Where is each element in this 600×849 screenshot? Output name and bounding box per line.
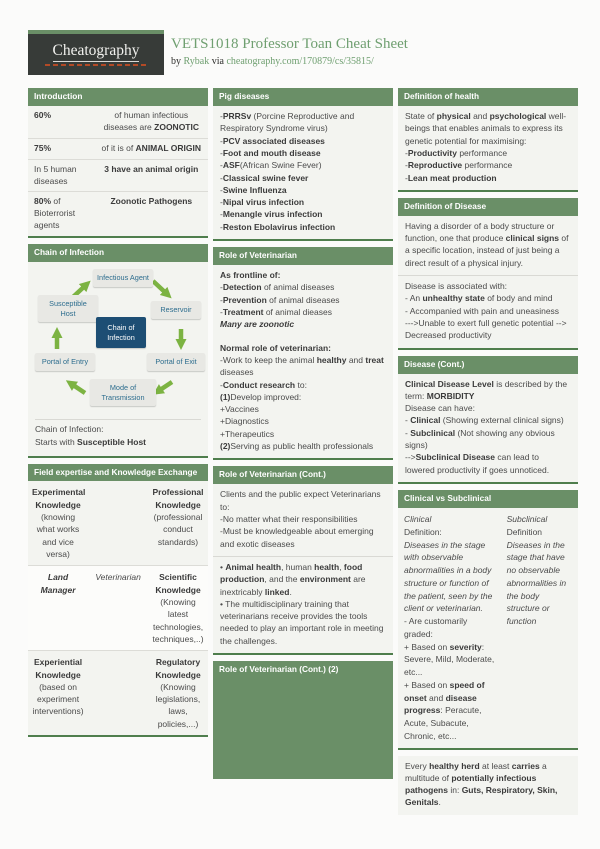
box-pig-diseases bbox=[213, 88, 393, 241]
box-title-clinical-vs-subclinical: Clinical vs Subclinical bbox=[398, 490, 578, 508]
text-line: Definition bbox=[506, 526, 543, 537]
text-line: • The multidisciplinary training that veterinarians receive provides the tools needed to play an important role in meeting the challenges. bbox=[220, 598, 386, 646]
text-line: + Based on speed of onset and disease progress: Peracute, Acute, Subacute, Chronic, etc... bbox=[404, 679, 487, 741]
text-line: - Are customarily graded: bbox=[404, 616, 470, 639]
text-line: +Diagnostics bbox=[220, 416, 269, 427]
box-title-pig-diseases: Pig diseases bbox=[213, 88, 393, 106]
text-line: -->Subclinical Disease can lead to lowered productivity if goes unnoticed. bbox=[405, 452, 550, 475]
box-introduction bbox=[28, 88, 208, 238]
box-clinical-vs-subclinical bbox=[398, 490, 578, 749]
text-line: (2)Serving as public health professionals bbox=[220, 441, 374, 452]
logo-underline-decoration bbox=[45, 64, 147, 66]
text-line: -ASF(African Swine Fever) bbox=[220, 160, 322, 171]
chain-node-center: Chain of Infection bbox=[96, 317, 146, 348]
text-line: -Conduct research to: bbox=[220, 379, 307, 390]
text-line: Many are zoonotic bbox=[220, 319, 295, 330]
table-row bbox=[28, 159, 208, 192]
box-title-definition-of-health: Definition of health bbox=[398, 88, 578, 106]
cheatography-logo[interactable] bbox=[28, 30, 164, 75]
box-title-field-expertise: Field expertise and Knowledge Exchange bbox=[28, 464, 208, 482]
page-title: VETS1018 Professor Toan Cheat Sheet bbox=[171, 36, 408, 52]
definition-of-disease-section-2 bbox=[398, 275, 578, 348]
table-row bbox=[28, 650, 208, 735]
table-cell: Experimental Knowledge (knowing what works and vice versa) bbox=[32, 487, 86, 560]
chain-node-portal-of-exit: Portal of Exit bbox=[147, 353, 205, 370]
text-line: +Vaccines bbox=[220, 404, 259, 415]
text-line: -Productivity performance bbox=[405, 147, 508, 158]
text-line: -Reston Ebolavirus infection bbox=[220, 221, 336, 232]
healthy-herd-text bbox=[398, 756, 578, 815]
box-field-expertise bbox=[28, 464, 208, 738]
table-row bbox=[398, 508, 578, 748]
text-line: +Therapeutics bbox=[220, 428, 275, 439]
text-line: -Prevention of animal diseases bbox=[220, 294, 340, 305]
column-2 bbox=[213, 88, 393, 779]
chain-node-susceptible-host: Susceptible Host bbox=[38, 295, 98, 322]
text-line: -Foot and mouth disease bbox=[220, 147, 321, 158]
table-cell: Zoonotic Pathogens bbox=[110, 196, 193, 207]
table-cell bbox=[88, 651, 148, 735]
box-title-role-of-veterinarian-cont-2: Role of Veterinarian (Cont.) (2) bbox=[213, 661, 393, 679]
text-line: Clinical bbox=[404, 514, 432, 524]
clinical-column bbox=[398, 508, 501, 748]
text-line: Diseases in the stage that have no observable abnormalities in the body structure or function bbox=[506, 539, 569, 626]
clinical-vs-subclinical-table bbox=[398, 508, 578, 748]
table-row bbox=[28, 138, 208, 159]
text-line: -No matter what their responsibilities bbox=[220, 513, 358, 524]
box-title-introduction: Introduction bbox=[28, 88, 208, 106]
text-line: -Reproductive performance bbox=[405, 160, 513, 171]
chain-node-mode-of-transmission: Mode of Transmission bbox=[90, 379, 156, 406]
box-role-of-veterinarian-cont-2 bbox=[213, 661, 393, 779]
text-line: (1)Develop improved: bbox=[220, 391, 302, 402]
byline-via: via bbox=[211, 56, 224, 68]
table-row bbox=[28, 106, 208, 138]
table-row bbox=[28, 191, 208, 236]
byline bbox=[171, 56, 576, 67]
header bbox=[171, 36, 576, 67]
box-healthy-herd-note bbox=[398, 756, 578, 815]
introduction-table bbox=[28, 106, 208, 236]
chain-of-infection-diagram bbox=[35, 269, 201, 417]
text-line: - Accompanied with pain and uneasiness bbox=[405, 305, 560, 316]
table-cell: Experiential Knowledge (based on experiment interventions) bbox=[32, 657, 84, 717]
text-line: -Menangle virus infection bbox=[220, 209, 323, 220]
chain-caption bbox=[35, 419, 201, 450]
text-line: -Work to keep the animal healthy and treat diseases bbox=[220, 354, 387, 378]
table-cell: of it is of ANIMAL ORIGIN bbox=[101, 142, 202, 153]
text-line: -Nipal virus infection bbox=[220, 197, 305, 208]
column-3 bbox=[398, 88, 578, 815]
byline-by: by bbox=[171, 56, 181, 68]
text-line: Every healthy herd at least carries a multitude of potentially infectious pathogens in: Guts, Respiratory, Skin, Genitals. bbox=[405, 760, 560, 808]
box-definition-of-health bbox=[398, 88, 578, 192]
box-chain-of-infection bbox=[28, 244, 208, 457]
disease-cont-text bbox=[398, 374, 578, 483]
table-cell: Scientific Knowledge (Knowing latest technologies, techniques,..) bbox=[152, 572, 204, 644]
text-line: Subclinical bbox=[506, 514, 548, 524]
text-line: Normal role of veterinarian: bbox=[220, 342, 332, 353]
text-line: -PCV associated diseases bbox=[220, 135, 325, 146]
text-line: Having a disorder of a body structure or function, one that produce clinical signs of a specific location, instead of just being a direct result of a physical injury. bbox=[405, 220, 571, 268]
table-row bbox=[28, 565, 208, 650]
table-cell: of human infectious diseases are ZOONOTIC bbox=[103, 109, 199, 132]
table-row bbox=[28, 481, 208, 565]
column-1 bbox=[28, 88, 208, 737]
role-of-veterinarian-text bbox=[213, 265, 393, 458]
text-line: -Swine Influenza bbox=[220, 184, 287, 195]
text-line: -Must be knowledgeable about emerging and exotic diseases bbox=[220, 526, 376, 549]
box-title-role-of-veterinarian-cont: Role of Veterinarian (Cont.) bbox=[213, 466, 393, 484]
text-line: Clients and the public expect Veterinarians to: bbox=[220, 489, 384, 512]
text-line: Starts with Susceptible Host bbox=[35, 436, 147, 447]
chain-arrow bbox=[70, 383, 85, 393]
author-link[interactable]: Rybak bbox=[183, 56, 210, 68]
table-cell: Professional Knowledge (professional conduct standards) bbox=[152, 487, 204, 547]
table-cell: 80% of Bioterrorist agents bbox=[34, 196, 76, 231]
role-cont-section-1 bbox=[213, 484, 393, 556]
text-line: As frontline of: bbox=[220, 270, 281, 281]
box-role-of-veterinarian-cont bbox=[213, 466, 393, 655]
text-line: Disease is associated with: bbox=[405, 281, 508, 292]
box-title-disease-cont: Disease (Cont.) bbox=[398, 356, 578, 374]
subclinical-column bbox=[501, 508, 578, 748]
text-line: Diseases in the stage with observable abnormalities in a body structure or function of the patient, seen by the client or veterinarian. bbox=[404, 539, 495, 614]
definition-of-health-text bbox=[398, 106, 578, 190]
box-role-of-veterinarian bbox=[213, 247, 393, 460]
chain-node-portal-of-entry: Portal of Entry bbox=[35, 353, 95, 370]
definition-of-disease-section-1 bbox=[398, 216, 578, 275]
chain-arrow bbox=[157, 382, 172, 392]
text-line: • Animal health, human health, food production, and the environment are inextricably linked. bbox=[220, 561, 368, 597]
text-line: -Classical swine fever bbox=[220, 172, 309, 183]
box-title-chain-of-infection: Chain of Infection bbox=[28, 244, 208, 262]
text-line: --->Unable to exert full genetic potential --> Decreased productivity bbox=[405, 317, 569, 341]
text-line: - Clinical (Showing external clinical signs) bbox=[405, 415, 564, 426]
text-line: Disease can have: bbox=[405, 403, 475, 414]
table-cell: Veterinarian bbox=[95, 572, 141, 583]
text-line: - An unhealthy state of body and mind bbox=[405, 293, 553, 304]
box-title-definition-of-disease: Definition of Disease bbox=[398, 198, 578, 216]
text-line: -PRRSv (Porcine Reproductive and Respiratory Syndrome virus) bbox=[220, 110, 357, 134]
text-line: -Lean meat production bbox=[405, 172, 497, 183]
field-expertise-table bbox=[28, 481, 208, 735]
chain-node-infectious-agent: Infectious Agent bbox=[93, 269, 153, 286]
table-cell: 3 have an animal origin bbox=[104, 163, 199, 174]
logo-text: Cheatography bbox=[53, 43, 140, 62]
table-cell: 75% bbox=[34, 142, 52, 153]
text-line: -Treatment of animal dieases bbox=[220, 306, 332, 317]
table-cell: In 5 human diseases bbox=[34, 163, 77, 186]
chain-arrow bbox=[153, 281, 168, 295]
table-cell bbox=[88, 481, 148, 565]
sheet-url-link[interactable]: cheatography.com/170879/cs/35815/ bbox=[226, 56, 374, 68]
text-line: Clinical Disease Level is described by the term: MORBIDITY bbox=[405, 378, 570, 401]
box-title-role-of-veterinarian: Role of Veterinarian bbox=[213, 247, 393, 265]
table-cell: 60% bbox=[34, 109, 52, 120]
table-cell: Land Manager bbox=[40, 572, 76, 595]
text-line: - Subclinical (Not showing any obvious signs) bbox=[405, 427, 558, 451]
text-line: State of physical and psychological well-beings that enables animals to express its genetic potential for maximising: bbox=[405, 110, 567, 146]
role-cont-section-2 bbox=[213, 556, 393, 653]
box-definition-of-disease bbox=[398, 198, 578, 350]
text-line: -Detection of animal diseases bbox=[220, 282, 335, 293]
box-disease-cont bbox=[398, 356, 578, 484]
role-cont-2-empty-body bbox=[213, 679, 393, 779]
table-cell: Regulatory Knowledge (Knowing legislations, laws, policies,...) bbox=[155, 657, 201, 729]
text-line: + Based on severity: Severe, Mild, Moderate, etc... bbox=[404, 641, 497, 677]
pig-diseases-list bbox=[213, 106, 393, 239]
text-line: Chain of Infection: bbox=[35, 424, 104, 435]
text-line bbox=[220, 331, 386, 342]
chain-node-reservoir: Reservoir bbox=[151, 301, 201, 318]
text-line: Definition: bbox=[404, 526, 442, 537]
